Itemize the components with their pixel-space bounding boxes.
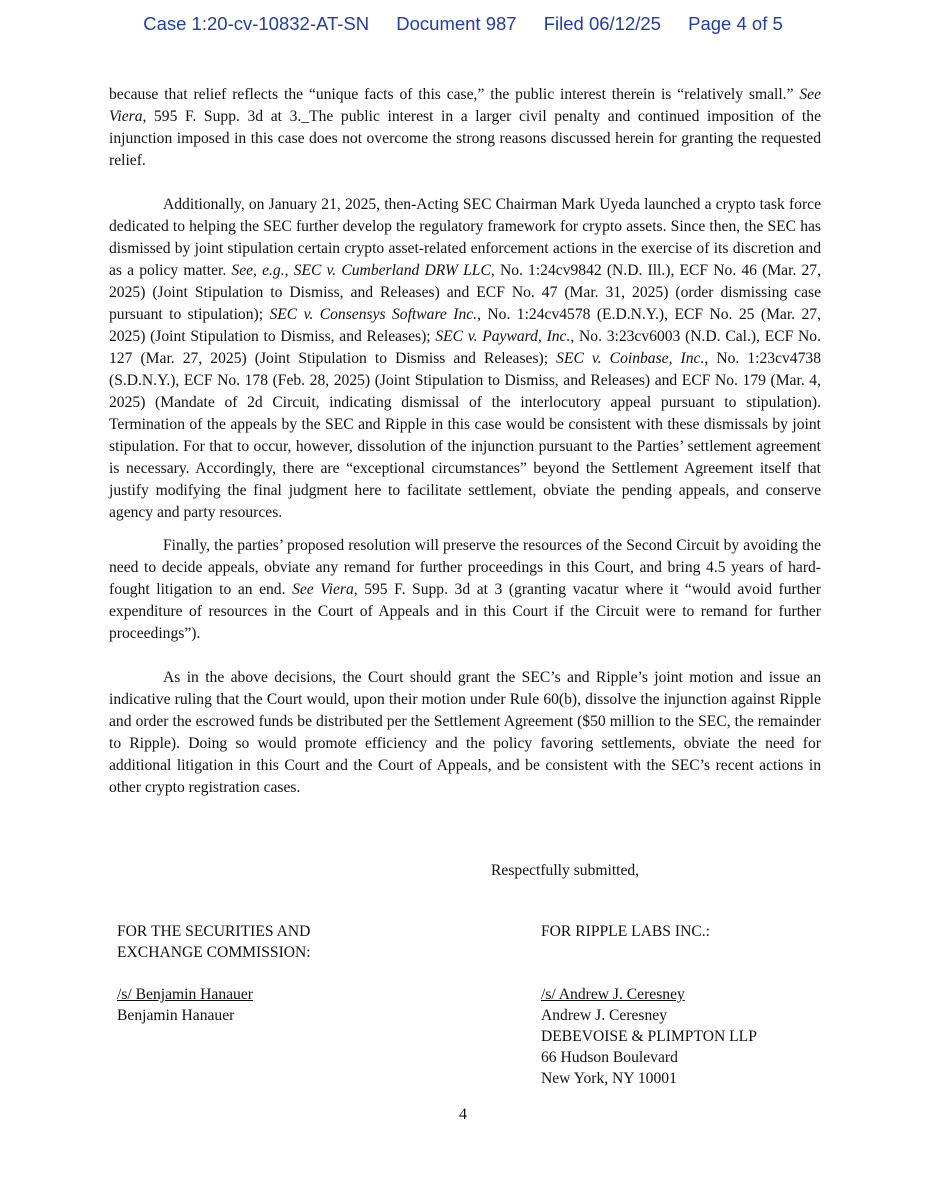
p2-text-a: Additionally, on January 21, 2025, then-Acting SEC Chairman Mark Uyeda launched a crypto task force dedicated to helping the SEC further develop the regulatory framework for crypto assets. Since then, the SEC has dismissed by joint stipulation certain crypto asset-related enforcement actions in the exercise of its discretion and as a policy matter. <box>109 196 821 279</box>
p2-text-i: , No. 1:23cv4738 (S.D.N.Y.), ECF No. 178 (Feb. 28, 2025) (Joint Stipulation to Dismiss, and Releases) and ECF No. 179 (Mar. 4, 2025) (Mandate of 2d Circuit, indicating dismissal of the interlocutory appeal pursuant to stipulation). Termination of the appeals by the SEC and Ripple in this case would be consistent with these dismissals by joint stipulation. For that to occur, however, dissolution of the injunction pursuant to the Parties’ settlement agreement is necessary. Accordingly, there are “exceptional circumstances” beyond the Settlement Agreement itself that justify modifying the final judgment here to facilitate settlement, obviate the pending appeals, and conserve agency and party resources. <box>109 350 821 521</box>
document-number: Document 987 <box>396 13 517 34</box>
address-line-1: 66 Hudson Boulevard <box>541 1049 678 1066</box>
ripple-signer-name: Andrew J. Ceresney <box>541 1007 668 1024</box>
paragraph-1 <box>109 84 821 172</box>
page-number: 4 <box>459 1106 467 1123</box>
ripple-signature: /s/ Andrew J. Ceresney <box>541 986 685 1003</box>
law-firm: DEBEVOISE & PLIMPTON LLP <box>541 1028 757 1045</box>
paragraph-4: As in the above decisions, the Court should grant the SEC’s and Ripple’s joint motion and issue an indicative ruling that the Court would, upon their motion under Rule 60(b), dissolve the injunction against Ripple and order the escrowed funds be distributed per the Settlement Agreement ($50 million to the SEC, the remainder to Ripple). Doing so would promote efficiency and the policy favoring settlements, obviate the need for additional litigation in this Court and the Court of Appeals, and be consistent with the SEC’s recent actions in other crypto registration cases. <box>109 669 821 796</box>
signature-block-ripple <box>541 921 757 1089</box>
for-ripple-line: FOR RIPPLE LABS INC.: <box>541 923 710 940</box>
p2-citation-cumberland: See, e.g., SEC v. Cumberland DRW LLC, <box>231 262 495 279</box>
closing: Respectfully submitted, <box>491 862 640 879</box>
filed-date: Filed 06/12/25 <box>543 13 661 34</box>
address-line-2: New York, NY 10001 <box>541 1070 677 1087</box>
sec-signer-name: Benjamin Hanauer <box>117 1007 235 1024</box>
document-body <box>109 84 821 821</box>
case-number: Case 1:20-cv-10832-AT-SN <box>143 13 370 34</box>
p2-citation-payward: SEC v. Payward, Inc. <box>435 328 571 345</box>
p1-text-c: , 595 F. Supp. 3d at 3._The public interest in a larger civil penalty and continued imposition of the injunction imposed in this case does not overcome the strong reasons discussed herein for granting the requested relief. <box>109 108 821 169</box>
p2-text-c: No. 1:24cv9842 (N.D. Ill.), ECF No. 46 (Mar. 27, 2025) (Joint Stipulation to Dismiss, and Releases) and ECF No. 47 (Mar. 31, 2025) (order dismissing case pursuant to stipulation); <box>109 262 821 323</box>
signature-block-sec <box>117 921 311 1026</box>
p1-text-a: because that relief reflects the “unique facts of this case,” the public interest therein is “relatively small.” <box>109 86 800 103</box>
for-sec-line-2: EXCHANGE COMMISSION: <box>117 944 311 961</box>
p2-citation-consensys: SEC v. Consensys Software Inc. <box>269 306 478 323</box>
p2-text-g: , No. 3:23cv6003 (N.D. Cal.), ECF No. 127 (Mar. 27, 2025) (Joint Stipulation to Dismiss and Releases); <box>109 328 821 367</box>
p3-citation: See Viera <box>292 581 354 598</box>
paragraph-3 <box>109 535 821 645</box>
p2-text-e: , No. 1:24cv4578 (E.D.N.Y.), ECF No. 25 (Mar. 27, 2025) (Joint Stipulation to Dismiss, and Releases); <box>109 306 822 345</box>
spacer <box>109 172 821 194</box>
p3-text-a: Finally, the parties’ proposed resolution will preserve the resources of the Second Circuit by avoiding the need to decide appeals, obviate any remand for further proceedings in this Court, and bring 4.5 years of hard-fought litigation to an end. <box>109 537 821 598</box>
p1-citation: See Viera <box>109 86 821 125</box>
p3-text-c: , 595 F. Supp. 3d at 3 (granting vacatur where it “would avoid further expenditure of resources in the Court of Appeals and in this Court if the Circuit were to remand for further proceedings”). <box>109 581 821 642</box>
for-sec-line-1: FOR THE SECURITIES AND <box>117 923 311 940</box>
sec-signature: /s/ Benjamin Hanauer <box>117 986 253 1003</box>
p2-citation-coinbase: SEC v. Coinbase, Inc. <box>556 350 705 367</box>
page-indicator: Page 4 of 5 <box>688 13 783 34</box>
paragraph-2 <box>109 194 821 524</box>
ecf-header <box>0 13 926 35</box>
